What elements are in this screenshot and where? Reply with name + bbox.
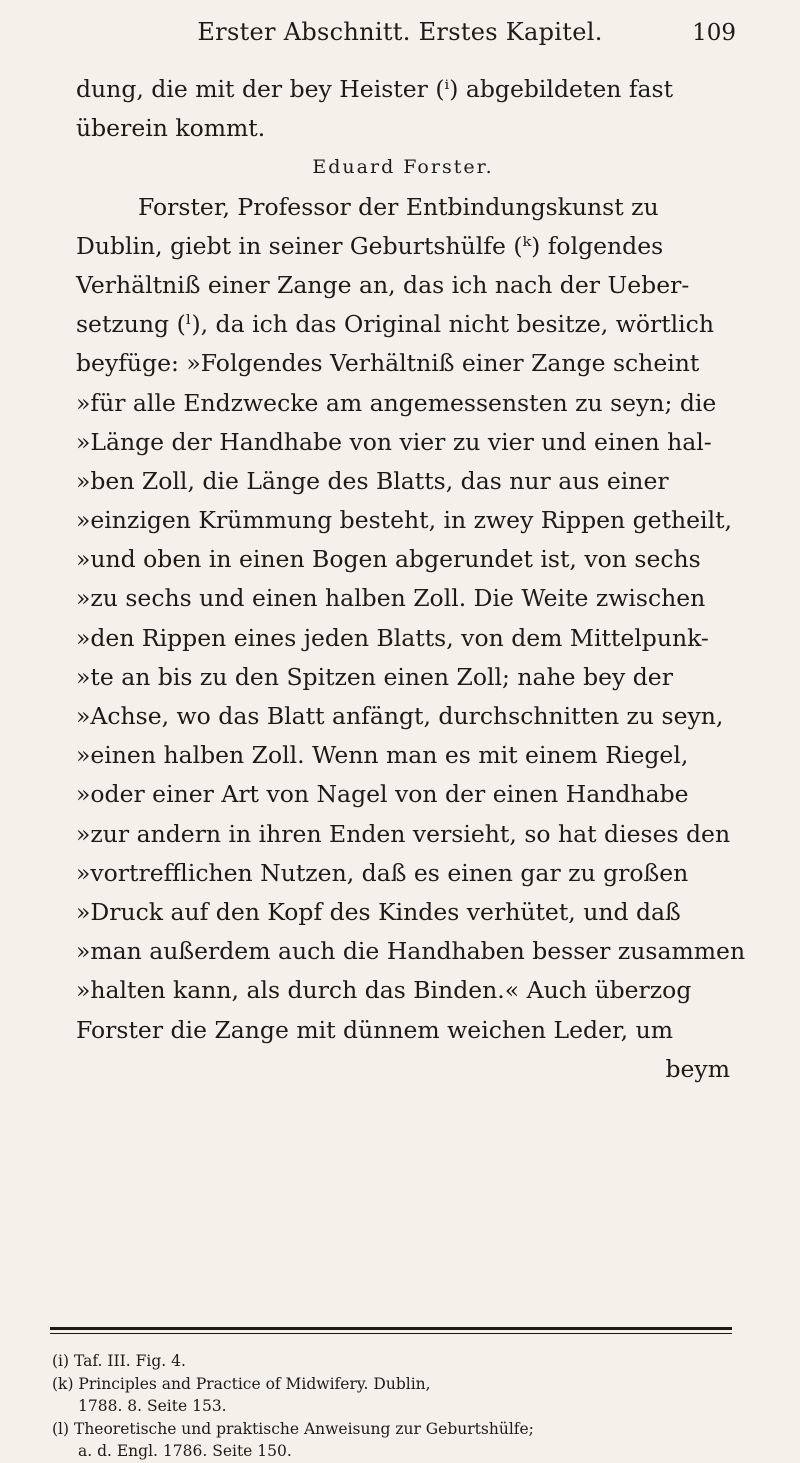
text-line: überein kommt. xyxy=(76,114,266,143)
footnote-rule xyxy=(50,1327,732,1330)
text-line: »und oben in einen Bogen abgerundet ist, von sechs xyxy=(76,545,701,574)
text-line: dung, die mit der bey Heister (ⁱ) abgebildeten fast xyxy=(76,75,674,103)
footnote: (i) Taf. III. Fig. 4. xyxy=(52,1352,186,1370)
footnote-continuation: 1788. 8. Seite 153. xyxy=(78,1397,227,1415)
text-line: »den Rippen eines jeden Blatts, von dem Mittelpunk- xyxy=(76,623,709,652)
footnote: (l) Theoretische und praktische Anweisung zur Geburtshülfe; xyxy=(52,1419,534,1438)
body-text xyxy=(76,70,746,1089)
footnote: (k) Principles and Practice of Midwifery. Dublin, xyxy=(52,1374,431,1393)
text-line: Dublin, giebt in seiner Geburtshülfe (ᵏ) folgendes xyxy=(76,231,664,260)
text-line: beyfüge: »Folgendes Verhältniß einer Zange scheint xyxy=(76,349,700,378)
section-heading: Eduard Forster. xyxy=(312,156,494,179)
running-head xyxy=(60,6,740,56)
text-line: Forster, Professor der Entbindungskunst zu xyxy=(138,192,659,221)
text-line: Verhältniß einer Zange an, das ich nach der Ueber- xyxy=(76,270,690,299)
footnote-rule-thin xyxy=(50,1333,732,1334)
footnotes xyxy=(52,1350,742,1463)
text-line: »man außerdem auch die Handhaben besser zusammen xyxy=(76,937,746,966)
text-line: »ben Zoll, die Länge des Blatts, das nur aus einer xyxy=(76,466,669,495)
text-line: »oder einer Art von Nagel von der einen Handhabe xyxy=(76,780,689,809)
text-line: »zu sechs und einen halben Zoll. Die Weite zwischen xyxy=(76,584,706,613)
footnote-continuation: a. d. Engl. 1786. Seite 150. xyxy=(78,1442,292,1460)
text-line: »einen halben Zoll. Wenn man es mit einem Riegel, xyxy=(76,741,689,770)
text-line: »te an bis zu den Spitzen einen Zoll; nahe bey der xyxy=(76,662,673,691)
catchword: beym xyxy=(665,1054,730,1083)
text-line: »einzigen Krümmung besteht, in zwey Rippen getheilt, xyxy=(76,506,733,535)
text-line: Forster die Zange mit dünnem weichen Leder, um xyxy=(76,1015,673,1044)
text-line: »halten kann, als durch das Binden.« Auch überzog xyxy=(76,976,692,1005)
text-line: »Länge der Handhabe von vier zu vier und einen hal- xyxy=(76,427,712,456)
text-line: »Achse, wo das Blatt anfängt, durchschnitten zu seyn, xyxy=(76,702,724,730)
running-title: Erster Abschnitt. Erstes Kapitel. xyxy=(197,18,603,46)
text-line: »zur andern in ihren Enden versieht, so hat dieses den xyxy=(76,819,731,848)
text-line: »vortrefflichen Nutzen, daß es einen gar zu großen xyxy=(76,858,689,887)
page-number: 109 xyxy=(692,20,736,46)
text-line: »Druck auf den Kopf des Kindes verhütet, und daß xyxy=(76,897,681,926)
text-line: »für alle Endzwecke am angemessensten zu seyn; die xyxy=(76,388,717,417)
text-line: setzung (ˡ), da ich das Original nicht besitze, wörtlich xyxy=(76,310,714,339)
